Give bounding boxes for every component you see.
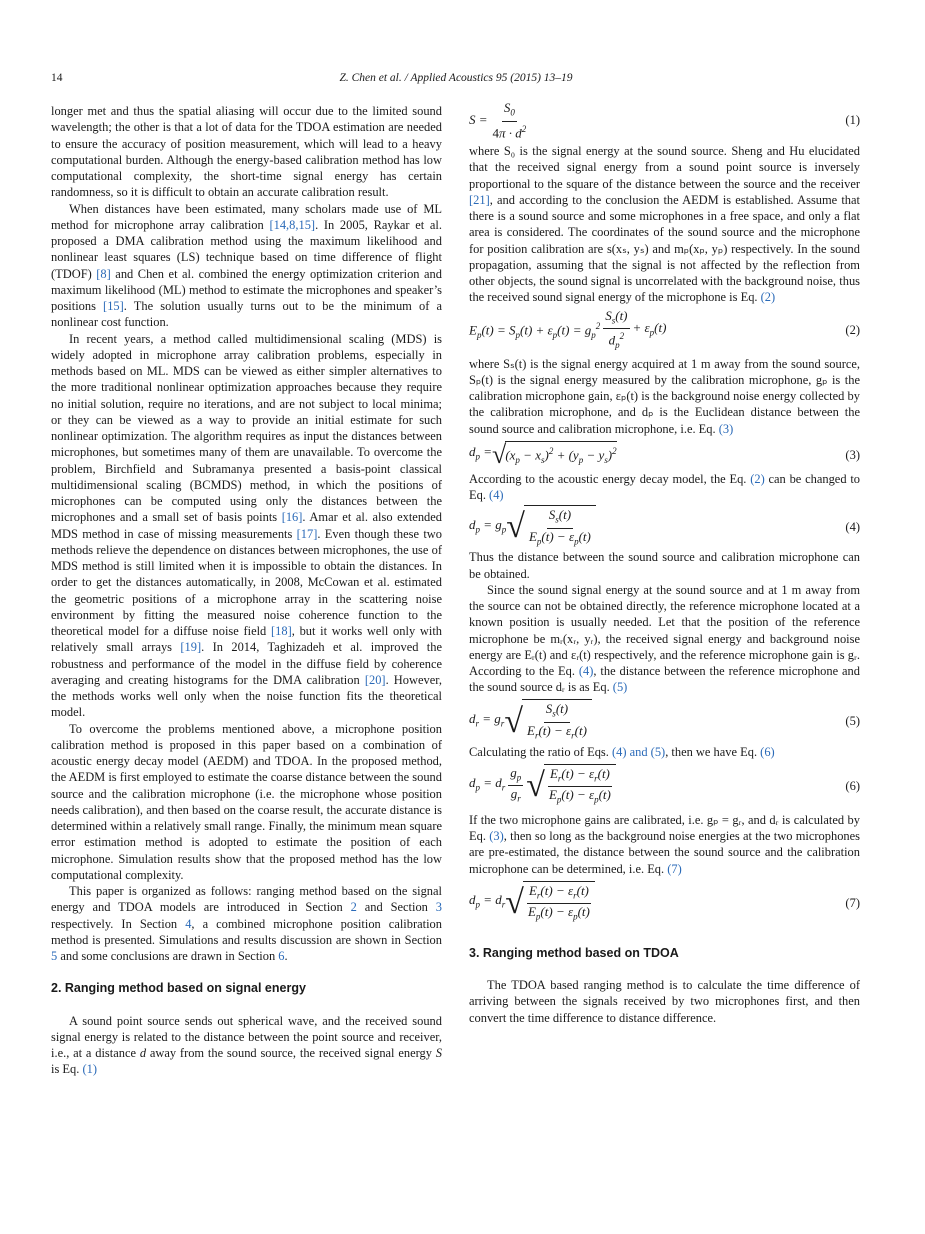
section-heading: 3. Ranging method based on TDOA — [469, 945, 679, 960]
paragraph: Calculating the ratio of Eqs. (4) and (5), then we have Eq. (6) — [469, 744, 775, 759]
equation-4: $d_p = g_p$ √ $\frac{S_s(t)}{E_p(t) - \varepsilon_p(t)}$ (4) — [469, 507, 860, 547]
equation-link[interactable]: (4) — [489, 488, 504, 502]
equation-number: (4) — [845, 520, 860, 535]
equation-6: $d_p = d_r$ $\frac{g_p}{g_r}$ √ $\frac{E_r(t) - \varepsilon_r(t)}{E_p(t) - \varepsilon_p(t)}$ (6) — [469, 766, 860, 806]
equation-1: S = $\frac{S_0}{4\pi \cdot d^2}$ (1) — [469, 100, 860, 140]
paragraph: This paper is organized as follows: ranging method based on the signal energy and TDOA models are introduced in Section 2 and Section 3 respectively. In Section 4, a combined microphone position calibration method is presented. Simulations and results discussion are shown in Section 5 and some conclusions are drawn in Section 6. — [51, 884, 443, 963]
equation-number: (7) — [845, 895, 860, 910]
equation-2: $E_p(t) = S_p(t) + \varepsilon_p(t) = g_p^2$ $\frac{S_s(t)}{d_p^2}$ + $\varepsilon_p(t)$ (2) — [469, 307, 860, 351]
reference-link[interactable]: [20] — [364, 672, 386, 687]
right-column — [469, 100, 861, 1026]
equation-5: $d_r = g_r$ √ $\frac{S_s(t)}{E_r(t) - \varepsilon_r(t)}$ (5) — [469, 702, 860, 742]
paragraph: When distances have been estimated, many scholars made use of ML method for microphone array calibration [14,8,15]. In 2005, Raykar et al. proposed a DMA calibration method using the maximum likelihood and nonlinear least squares (LS) technique based on time difference of flight (TDOF) [8] and Chen et al. combined the energy optimization criterion and maximum likelihood (ML) method to estimate the microphones and speaker’s positions [15]. The solution usually turns out to be the minimum of a nonlinear cost function. — [51, 201, 442, 330]
equation-number: (1) — [845, 112, 860, 127]
reference-link[interactable]: [18] — [271, 624, 292, 638]
paragraph: The TDOA based ranging method is to calculate the time difference of arriving between the signals received by two microphones first, and then convert the time difference to distance difference. — [469, 978, 860, 1025]
equation-number: (3) — [845, 447, 860, 462]
reference-link[interactable]: [17] — [296, 526, 318, 541]
paragraph: If the two microphone gains are calibrated, i.e. gₚ = gᵣ, and dᵣ is calculated by Eq. (3), then so long as the background noise energies at the two microphones are pre-estimated, the distance between the sound source and the calibration microphone can be determined, i.e. Eq. (7) — [469, 812, 860, 876]
paragraph: Since the sound signal energy at the sound source and at 1 m away from the source can not be obtained directly, the reference microphone located at a known position is usually needed. Let that the position of the reference microphone be mᵣ(xᵣ, yᵣ), the received signal energy and background noise energy are Eᵣ(t) and εᵣ(t) respectively, and the reference microphone gain is gᵣ. According to the Eq. (4), the distance between the reference microphone and the sound source dᵣ is as Eq. (5) — [469, 582, 860, 695]
equation-link[interactable]: (4) and (5) — [612, 744, 666, 759]
equation-link[interactable]: (7) — [667, 861, 682, 876]
equation-link[interactable]: (1) — [82, 1062, 97, 1077]
equation-link[interactable]: (2) — [750, 471, 765, 486]
reference-link[interactable]: [14,8,15] — [269, 217, 316, 232]
section-link[interactable]: 2 — [350, 900, 357, 915]
equation-link[interactable]: (5) — [612, 680, 628, 695]
equation-link[interactable]: (2) — [760, 290, 776, 305]
equation-link[interactable]: (4) — [578, 664, 594, 678]
reference-link[interactable]: [19] — [180, 640, 202, 655]
equation-link[interactable]: (3) — [718, 421, 734, 436]
paragraph: where Sₛ(t) is the signal energy acquired at 1 m away from the sound source, Sₚ(t) is the signal energy measured by the calibration microphone, gₚ is the calibration microphone gain, εₚ(t) is the background noise energy collected by the calibration microphone, and dₚ is the Euclidean distance between the sound source and calibration microphone, i.e. Eq. (3) — [469, 356, 860, 436]
paragraph: where S₀ is the signal energy at the sound source. Sheng and Hu elucidated that the received signal energy from a sound point source is inversely proportional to the square of the distance between the source and the receiver [21], and according to the conclusion the AEDM is established. Assume that there is a sound source and some microphones in a free space, and only a flat area is considered. The coordinates of the sound source and the microphone for position calibration are s(xₛ, yₛ) and mₚ(xₚ, yₚ) respectively. In the sound propagation, assuming that the signal is not affected by the reflection from other objects, the sound signal is uncorrelated with the background noise, thus the received sound signal energy of the microphone is Eq. (2) — [469, 144, 860, 305]
section-link[interactable]: 6 — [278, 949, 285, 963]
equation-link[interactable]: (6) — [760, 744, 775, 759]
equation-3: $d_p$ = √ $(x_p - x_s)^2 + (y_p - y_s)^2$ (3) — [469, 439, 860, 469]
page-number: 14 — [51, 72, 63, 84]
running-header — [51, 72, 861, 88]
equation-7: $d_p = d_r$ √ $\frac{E_r(t) - \varepsilon_r(t)}{E_p(t) - \varepsilon_p(t)}$ (7) — [469, 883, 860, 923]
reference-link[interactable]: [8] — [96, 266, 111, 281]
equation-number: (2) — [845, 323, 860, 338]
section-link[interactable]: 3 — [435, 900, 443, 915]
paragraph: According to the acoustic energy decay model, the Eq. (2) can be changed to Eq. (4) — [469, 471, 861, 502]
equation-link[interactable]: (3) — [489, 829, 504, 843]
equation-number: (5) — [845, 714, 860, 729]
journal-citation: Z. Chen et al. / Applied Acoustics 95 (2015) 13–19 — [339, 72, 573, 84]
left-column — [51, 103, 442, 1078]
reference-link[interactable]: [16] — [281, 510, 303, 525]
paragraph: In recent years, a method called multidimensional scaling (MDS) is widely adopted in microphone array calibration problems, especially in methods based on ML. MDS can be viewed as either simpler alternatives to the more traditional nonlinear optimization approaches because they require no initial solution, require no iterations, and are not subject to local minima; or they can be viewed as a way to provide an initial estimate for such nonlinear optimization. The algorithm requires as input the distances between microphones, but sometimes many of them are unavailable. To overcome the problem, Birchfield and Subramanya presented a basis-point classical multidimensional scaling (BCMDS) method, in which the positions of microphones can be computed using only the distances between the microphones and a small set of basis points [16]. Amar et al. also extended MDS method in case of missing measurements [17]. Even though these two methods relieve the dependence on distances between microphones, the use of MDS method is still limited when it is impossible to obtain the distances. In order to get the distances automatically, in 2008, McCowan et al. estimated the geometric positions of a microphone array in the scattering noise environment by fitting the measured noise coherence function to the theoretical model for a diffuse noise field [18], but it works well only with relatively small arrays [19]. In 2014, Taghizadeh et al. improved the robustness and performance of the model in the diffuse field by coherence averaging and creating histograms for the DMA calibration [20]. However, the methods works well only when the noise function fits the theoretical model. — [51, 331, 443, 720]
section-link[interactable]: 4 — [185, 916, 192, 931]
reference-link[interactable]: [21] — [469, 192, 490, 207]
reference-link[interactable]: [15] — [103, 299, 124, 313]
section-heading: 2. Ranging method based on signal energy — [51, 981, 306, 996]
equation-number: (6) — [845, 778, 860, 793]
paragraph: A sound point source sends out spherical wave, and the received sound signal energy is related to the distance between the point source and receiver, i.e., at a distance d away from the sound source, the received signal energy S is Eq. (1) — [51, 1013, 442, 1077]
paragraph: longer met and thus the spatial aliasing will occur due to the limited sound wavelength; the other is that a lot of data for the TDOA estimation are needed to ensure the accuracy of position measurement, which will lead to a heavy computational burden. Although the energy-based calibration method has low computational complexity, the short-time signal energy has certain randomness, so it is difficult to obtain an accurate calibration result. — [51, 104, 442, 200]
paragraph: To overcome the problems mentioned above, a microphone position calibration method is proposed in this paper based on a combination of acoustic energy decay model (AEDM) and TDOA. In the proposed method, the AEDM is first employed to estimate the coarse distance between the sound source and the calibration microphone (i.e. the microphone whose position needs calibration), and then based on the coarse result, the accurate distance is determined within a relatively small range. Finally, the minimum mean square error estimation method is adopted to estimate the position of each microphone. Simulation results show that the proposed method has the low computational complexity. — [51, 721, 442, 882]
section-link[interactable]: 5 — [51, 949, 58, 963]
paragraph: Thus the distance between the sound source and calibration microphone can be obtained. — [469, 550, 860, 581]
